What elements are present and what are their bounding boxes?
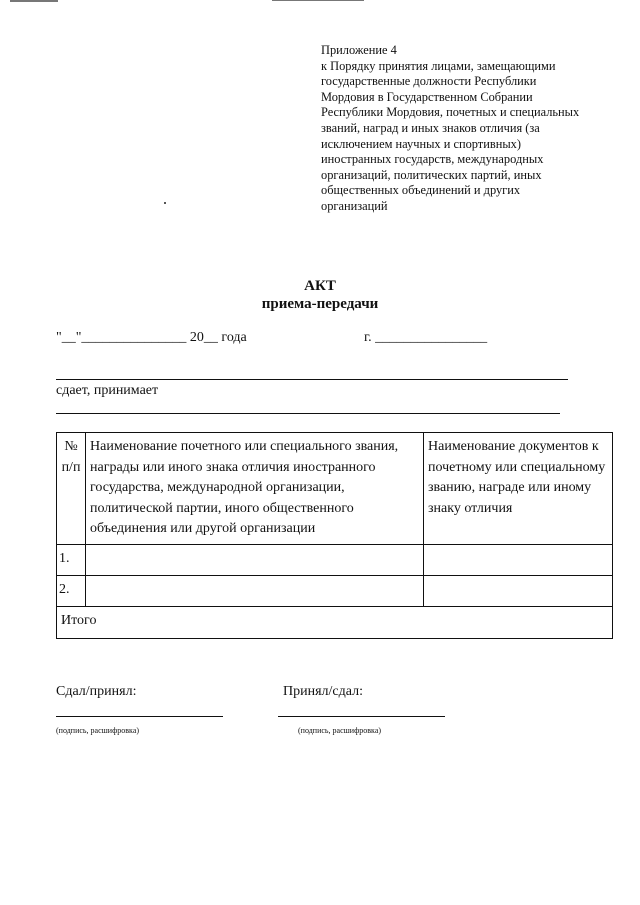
row-name-cell bbox=[86, 575, 424, 606]
appendix-line: Приложение 4 bbox=[321, 43, 397, 57]
table-header-row bbox=[57, 433, 613, 545]
row-num: 2. bbox=[57, 575, 86, 606]
table-row bbox=[57, 544, 613, 575]
header-name: Наименование почетного или специального звания, награды или иного знака отличия иностранного государства, международной организации, политической партии, иного общественного объединения или другой организации bbox=[86, 433, 424, 545]
city-field: г. ________________ bbox=[364, 330, 488, 345]
signature-left-caption: (подпись, расшифровка) bbox=[56, 726, 140, 735]
signature-right-caption: (подпись, расшифровка) bbox=[298, 726, 382, 735]
signature-left-label: Сдал/принял: bbox=[56, 684, 137, 699]
table-total-row bbox=[57, 606, 613, 638]
document-subtitle: приема-передачи bbox=[261, 296, 379, 312]
table-row bbox=[57, 575, 613, 606]
date-field: "__"_______________ 20__ года bbox=[56, 330, 247, 345]
row-name-cell bbox=[86, 544, 424, 575]
transfer-label: сдает, принимает bbox=[56, 383, 159, 398]
appendix-line: званий, наград и иных знаков отличия (за bbox=[321, 120, 540, 135]
header-num: № п/п bbox=[57, 433, 86, 545]
appendix-line: иностранных государств, международных bbox=[321, 152, 544, 167]
appendix-line: к Порядку принятия лицами, замещающими bbox=[321, 58, 556, 73]
scan-dot bbox=[164, 202, 166, 204]
scan-mark bbox=[272, 0, 364, 1]
appendix-line: государственные должности Республики bbox=[321, 74, 537, 89]
appendix-line: Республики Мордовия, почетных и специальных bbox=[321, 105, 580, 120]
appendix-line: исключением научных и спортивных) bbox=[321, 136, 521, 151]
row-num: 1. bbox=[57, 544, 86, 575]
blank-line bbox=[56, 413, 560, 414]
signature-right-line bbox=[278, 716, 445, 717]
blank-line bbox=[56, 379, 568, 380]
appendix-block bbox=[321, 43, 621, 215]
appendix-line: организаций bbox=[321, 198, 388, 213]
appendix-line: общественных объединений и других bbox=[321, 183, 521, 198]
row-docs-cell bbox=[424, 544, 613, 575]
appendix-line: организаций, политических партий, иных bbox=[321, 167, 542, 182]
signature-right-label: Принял/сдал: bbox=[283, 684, 363, 699]
row-docs-cell bbox=[424, 575, 613, 606]
signature-left-line bbox=[56, 716, 223, 717]
act-table bbox=[56, 432, 613, 639]
header-docs: Наименование документов к почетному или специальному званию, награде или иному знаку отличия bbox=[424, 433, 613, 545]
document-title: АКТ bbox=[304, 278, 336, 294]
total-label: Итого bbox=[57, 606, 613, 638]
appendix-line: Мордовия в Государственном Собрании bbox=[321, 89, 533, 104]
scan-mark bbox=[10, 0, 58, 2]
